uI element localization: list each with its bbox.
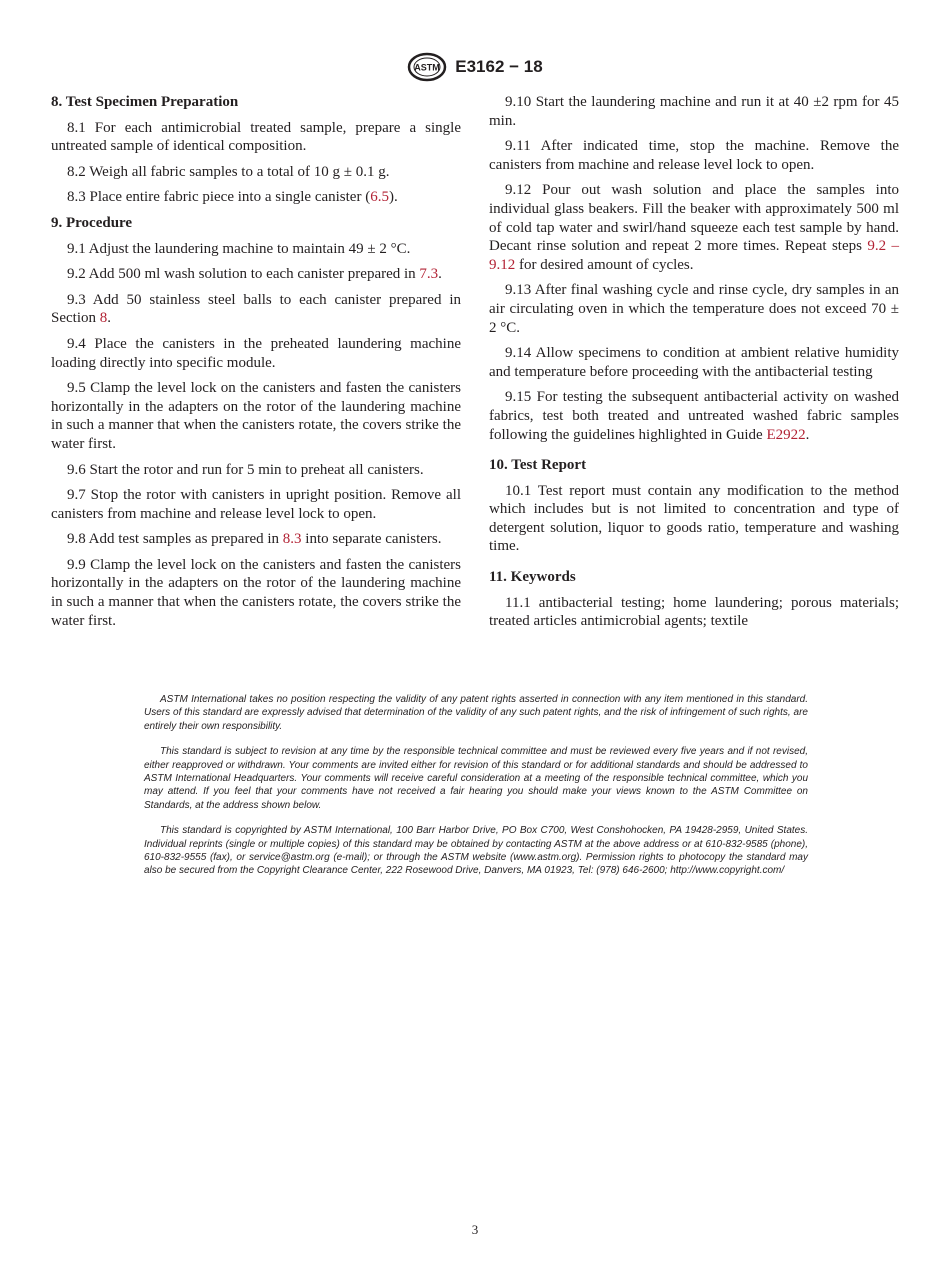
para-9-15: 9.15 For testing the subsequent antibacterial activity on washed fabrics, test both treated and untreated washed fabric samples following the guidelines highlighted in Guide E2922. xyxy=(489,389,899,443)
section-9-heading: 9. Procedure xyxy=(51,214,133,231)
para-9-1: 9.1 Adjust the laundering machine to maintain 49 ± 2 °C. xyxy=(67,240,411,257)
para-9-13: 9.13 After final washing cycle and rinse cycle, dry samples in an air circulating oven in which the temperature does not exceed 70 ± 2 °C. xyxy=(489,282,899,336)
section-10-heading: 10. Test Report xyxy=(489,457,587,474)
para-10-1: 10.1 Test report must contain any modification to the method which includes but is not limited to concentration and type of detergent solution, liquor to goods ratio, temperature and washing time. xyxy=(489,482,899,555)
para-9-5: 9.5 Clamp the level lock on the canisters and fasten the canisters horizontally in the adapters on the rotor of the laundering machine in such a manner that when the canisters rotate, the covers strike the water first. xyxy=(51,380,461,452)
right-column xyxy=(489,93,899,638)
para-11-1: 11.1 antibacterial testing; home laundering; porous materials; treated articles antimicrobial agents; textile xyxy=(489,594,899,630)
para-9-2: 9.2 Add 500 ml wash solution to each canister prepared in 7.3. xyxy=(67,266,442,283)
astm-logo-icon xyxy=(407,52,447,82)
page-number: 3 xyxy=(471,1222,479,1237)
para-9-8: 9.8 Add test samples as prepared in 8.3 into separate canisters. xyxy=(67,531,442,548)
patent-notice: ASTM International takes no position respecting the validity of any patent rights asserted in connection with any item mentioned in this standard. Users of this standard are expressly advised that determination of the validity of any such patent rights, and the risk of infringement of such rights, are entirely their own responsibility. xyxy=(144,694,808,732)
astm-logo-text: ASTM xyxy=(414,62,441,73)
footer-notices xyxy=(144,693,808,890)
para-8-1: 8.1 For each antimicrobial treated sample, prepare a single untreated sample of identical composition. xyxy=(51,119,461,155)
para-8-2: 8.2 Weigh all fabric samples to a total of 10 g ± 0.1 g. xyxy=(67,163,390,180)
para-8-3: 8.3 Place entire fabric piece into a single canister (6.5). xyxy=(67,189,398,206)
page-header xyxy=(0,52,950,82)
para-9-3: 9.3 Add 50 stainless steel balls to each canister prepared in Section 8. xyxy=(51,291,461,327)
para-9-4: 9.4 Place the canisters in the preheated laundering machine loading directly into specific module. xyxy=(51,335,461,371)
standard-designation: E3162 − 18 xyxy=(455,57,543,76)
section-11-heading: 11. Keywords xyxy=(489,569,576,586)
ref-link-9-2-9-12[interactable]: 9.2 – 9.12 xyxy=(489,238,899,273)
copyright-notice: This standard is copyrighted by ASTM International, 100 Barr Harbor Drive, PO Box C700, West Conshohocken, PA 19428-2959, United States. Individual reprints (single or multiple copies) of this standard may be obtained by contacting ASTM at the above address or at 610-832-9585 (phone), 610-832-9555 (fax), or service@astm.org (e-mail); or through the ASTM website (www.astm.org). Permission rights to photocopy the standard may also be secured from the Copyright Clearance Center, 222 Rosewood Drive, Danvers, MA 01923, Tel: (978) 646-2600; http://www.copyright.com/ xyxy=(144,825,808,877)
ref-link-section-8[interactable]: 8 xyxy=(99,310,108,327)
ref-link-7-3[interactable]: 7.3 xyxy=(419,266,439,283)
para-9-14: 9.14 Allow specimens to condition at ambient relative humidity and temperature before proceeding with the antibacterial testing xyxy=(489,345,899,380)
left-column xyxy=(51,93,461,637)
para-9-9: 9.9 Clamp the level lock on the canisters and fasten the canisters horizontally in the adapters on the rotor of the laundering machine in such a manner that when the canisters rotate, the covers strike the water first. xyxy=(51,556,461,629)
para-9-11: 9.11 After indicated time, stop the machine. Remove the canisters from machine and release level lock to open. xyxy=(489,138,899,173)
ref-link-6-5[interactable]: 6.5 xyxy=(370,189,389,206)
ref-link-8-3[interactable]: 8.3 xyxy=(282,531,302,548)
section-8-heading: 8. Test Specimen Preparation xyxy=(51,94,239,110)
para-9-6: 9.6 Start the rotor and run for 5 min to preheat all canisters. xyxy=(67,461,424,478)
ref-link-e2922[interactable]: E2922 xyxy=(766,426,806,443)
revision-notice: This standard is subject to revision at any time by the responsible technical committee and must be reviewed every five years and if not revised, either reapproved or withdrawn. Your comments are invited either for revision of this standard or for additional standards and should be addressed to ASTM International Headquarters. Your comments will receive careful consideration at a meeting of the responsible technical committee, which you may attend. If you feel that your comments have not received a fair hearing you should make your views known to the ASTM Committee on Standards, at the address shown below. xyxy=(144,746,808,811)
para-9-10: 9.10 Start the laundering machine and run it at 40 ±2 rpm for 45 min. xyxy=(489,94,899,129)
para-9-12: 9.12 Pour out wash solution and place the samples into individual glass beakers. Fill the beaker with approximately 500 ml of cold tap water and swirl/hand squeeze each test sample by hand. Decant rinse solution and repeat 2 more times. Repeat steps 9.2 – 9.12 for desired amount of cycles. xyxy=(489,182,899,273)
para-9-7: 9.7 Stop the rotor with canisters in upright position. Remove all canisters from machine and release level lock to open. xyxy=(51,487,461,522)
